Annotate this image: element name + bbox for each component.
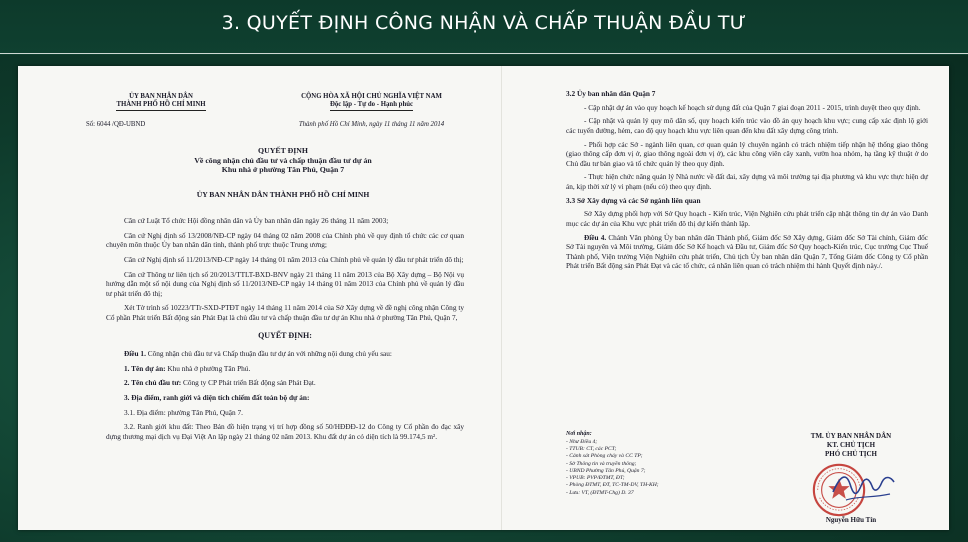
recipient-item: - Như Điều 4;: [566, 438, 598, 445]
issuer-line-2-wrap: [86, 101, 236, 111]
doc-type: QUYẾT ĐỊNH: [258, 146, 308, 155]
legal-basis: Căn cứ Nghị định số 13/2008/NĐ-CP ngày 04 tháng 02 năm 2008 của Chính phủ về quy định tổ chức các cơ quan chuyên môn thuộc Ủy ban nhân dân tỉnh, thành phố trực thuộc Trung ương;: [106, 230, 464, 250]
recipients-heading: Nơi nhận:: [566, 431, 592, 437]
section-3-2-paragraph: - Cập nhật và quản lý quy mô dân số, quy hoạch kiến trúc vào đồ án quy hoạch khu vực; cung cấp xác định lộ giới các tuyến đường, hẻm, cao độ quy hoạch khu vực liên quan đến khu đất xây dựng công trình.: [566, 116, 928, 135]
header-divider: [0, 53, 968, 54]
doc-subject-1: Về công nhận chủ đầu tư và chấp thuận đầu tư dự án: [194, 155, 372, 165]
recipients-list: [566, 431, 706, 497]
legal-basis: Căn cứ Thông tư liên tịch số 20/2013/TTLT-BXD-BNV ngày 21 tháng 11 năm 2013 của Bộ Xây dựng – Bộ Nội vụ hướng dẫn một số nội dung của Nghị định số 11/2013/NĐ-CP ngày 14 tháng 01 năm 2013 của Chính phủ về quản lý đầu tư phát triển đô thị;: [106, 269, 464, 298]
item-3-head: 3. Địa điểm, ranh giới và diện tích chiếm đất toàn bộ dự án:: [124, 393, 310, 403]
article-1-text: Công nhận chủ đầu tư và Chấp thuận đầu tư dự án với những nội dung chủ yếu sau:: [147, 349, 392, 359]
document-number: Số: 6044 /QĐ-UBND: [86, 121, 146, 128]
doc-subject-2: Khu nhà ở phường Tân Phú, Quận 7: [221, 165, 345, 175]
recipient-item: - TTUB: CT, các PCT;: [566, 446, 617, 453]
decision-body: [106, 216, 464, 447]
legal-basis: Xét Tờ trình số 10223/TTr-SXD-PTĐT ngày 14 tháng 11 năm 2014 của Sở Xây dựng về đề nghị công nhận Công ty Cổ phần Phát triển Bất động sản Phát Đạt là chủ đầu tư và chấp thuận đầu tư dự án Khu nhà ở phường Tân Phú, Quận 7,: [106, 303, 464, 322]
handwritten-signature: [828, 462, 898, 512]
recipient-item: - UBND Phường Tân Phú, Quận 7;: [566, 467, 646, 474]
page-divider: [501, 66, 502, 530]
sig-line-3: PHÓ CHỦ TỊCH: [825, 449, 877, 458]
legal-basis: Căn cứ Luật Tổ chức Hội đồng nhân dân và Ủy ban nhân dân ngày 26 tháng 11 năm 2003;: [124, 216, 389, 225]
slide-title: 3. QUYẾT ĐỊNH CÔNG NHẬN VÀ CHẤP THUẬN ĐẦU TƯ: [221, 12, 747, 34]
section-3-2-paragraph: - Thực hiện chức năng quản lý Nhà nước về đất đai, xây dựng và môi trường tại địa phương và khu vực thực hiện dự án, kịp thời xử lý vi phạm (nếu có) theo quy định.: [566, 172, 928, 191]
national-motto-block: [264, 93, 479, 111]
decision-page-1: [84, 66, 482, 530]
decision-title-block: [84, 146, 482, 175]
nation-line-2-wrap: [264, 101, 479, 111]
recipient-item: - Lưu: VT, (ĐTMT-Chg) D. 37: [566, 489, 634, 496]
recipient-item: - Cảnh sát Phòng cháy và CC TP;: [566, 453, 643, 460]
item-2-head: 2. Tên chủ đầu tư:: [124, 378, 182, 388]
signature-authority: [776, 432, 926, 458]
section-3-2-heading: 3.2 Ủy ban nhân dân Quận 7: [566, 89, 656, 98]
sig-line-1: TM. ỦY BAN NHÂN DÂN: [810, 432, 892, 440]
issuer-block: [86, 93, 236, 111]
recipient-item: - VPUB: PVP/ĐTMT, ĐT;: [566, 475, 625, 482]
decision-page-2: [518, 66, 938, 530]
nation-line-2: Độc lập - Tự do - Hạnh phúc: [330, 101, 413, 111]
section-3-3-heading: 3.3 Sở Xây dựng và các Sở ngành liên quan: [566, 195, 701, 205]
recipient-item: - Sở Thông tin và truyền thông;: [566, 460, 637, 467]
section-3-2-paragraph: - Cập nhật dự án vào quy hoạch kế hoạch sử dụng đất của Quận 7 giai đoạn 2011 - 2015, trình duyệt theo quy định.: [584, 102, 921, 112]
signer-name: Nguyễn Hữu Tín: [825, 516, 877, 524]
article-4: [566, 233, 928, 272]
article-4-text: Chánh Văn phòng Ủy ban nhân dân Thành phố, Giám đốc Sở Xây dựng, Giám đốc Sở Tài chính, Giám đốc Sở Tài nguyên và Môi trường, Giám đốc Sở Kế hoạch và Đầu tư, Giám đốc Sở Quy hoạch-Kiến trúc, Cục trưởng Cục Thuế Thành phố, Viện trưởng Viện Nghiên cứu phát triển, Chủ tịch Ủy ban nhân dân Quận 7, Tổng Giám đốc Công ty Cổ phần Phát triển Bất động sản Phát Đạt và các tổ chức, cá nhân liên quan có trách nhiệm thi hành Quyết định này./.: [566, 232, 928, 271]
section-3-2-paragraph: - Phối hợp các Sở - ngành liên quan, cơ quan quản lý chuyên ngành có trách nhiệm tiếp nhận hệ thống giao thông (giao thông cấp đơn vị ở, giao thông ngoài đơn vị ở), các khu công viên cây xanh, vườn hoa nhóm, hạ tầng kỹ thuật ở do Chủ đầu tư bàn giao và tổ chức quản lý theo quy định.: [566, 139, 928, 168]
article-1: [106, 349, 464, 359]
item-2-text: Công ty CP Phát triển Bất động sản Phát Đạt.: [183, 378, 316, 388]
committee-name: ỦY BAN NHÂN DÂN THÀNH PHỐ HỒ CHÍ MINH: [196, 190, 370, 199]
issuer-line-2: THÀNH PHỐ HỒ CHÍ MINH: [116, 101, 205, 111]
article-4-head: Điều 4.: [584, 232, 607, 242]
legal-basis: Căn cứ Nghị định số 11/2013/NĐ-CP ngày 14 tháng 01 năm 2013 của Chính phủ về quản lý đầu tư phát triển đô thị;: [124, 254, 464, 264]
item-3-1: 3.1. Địa điểm: phường Tân Phú, Quận 7.: [124, 407, 243, 417]
item-1-head: 1. Tên dự án:: [124, 363, 166, 373]
item-3-2: 3.2. Ranh giới khu đất: Theo Bản đồ hiện trạng vị trí hợp đồng số 50/HĐĐĐ-12 do Công ty Cổ phần đo đạc xây dựng thương mại dịch vụ Đại Việt An lập ngày 21 tháng 02 năm 2013. Khu đất dự án có diện tích là 99.174,5 m².: [106, 422, 464, 441]
document-scan: [18, 66, 949, 530]
issuer-line-1: ỦY BAN NHÂN DÂN: [129, 93, 193, 100]
section-3-3-paragraph: Sở Xây dựng phối hợp với Sở Quy hoạch - Kiến trúc, Viện Nghiên cứu phát triển cập nhật thông tin dự án vào Danh mục các dự án của Khu vực phát triển đô thị dự kiến thành lập.: [566, 209, 928, 228]
decision-body-continued: [566, 86, 928, 275]
decides-heading: QUYẾT ĐỊNH:: [258, 330, 312, 340]
slide-header: [0, 0, 968, 55]
item-1: [106, 364, 464, 374]
recipient-item: - Phòng ĐTMT, ĐT, TC-TM-DV, TH-KH;: [566, 482, 659, 489]
item-2: [106, 378, 464, 388]
document-date: Thành phố Hồ Chí Minh, ngày 11 tháng 11 năm 2014: [298, 121, 445, 128]
article-1-head: Điều 1.: [124, 349, 146, 359]
nation-line-1: CỘNG HÒA XÃ HỘI CHỦ NGHĨA VIỆT NAM: [301, 93, 442, 100]
sig-line-2: KT. CHỦ TỊCH: [826, 440, 876, 449]
item-1-text: Khu nhà ở phường Tân Phú.: [167, 363, 251, 373]
